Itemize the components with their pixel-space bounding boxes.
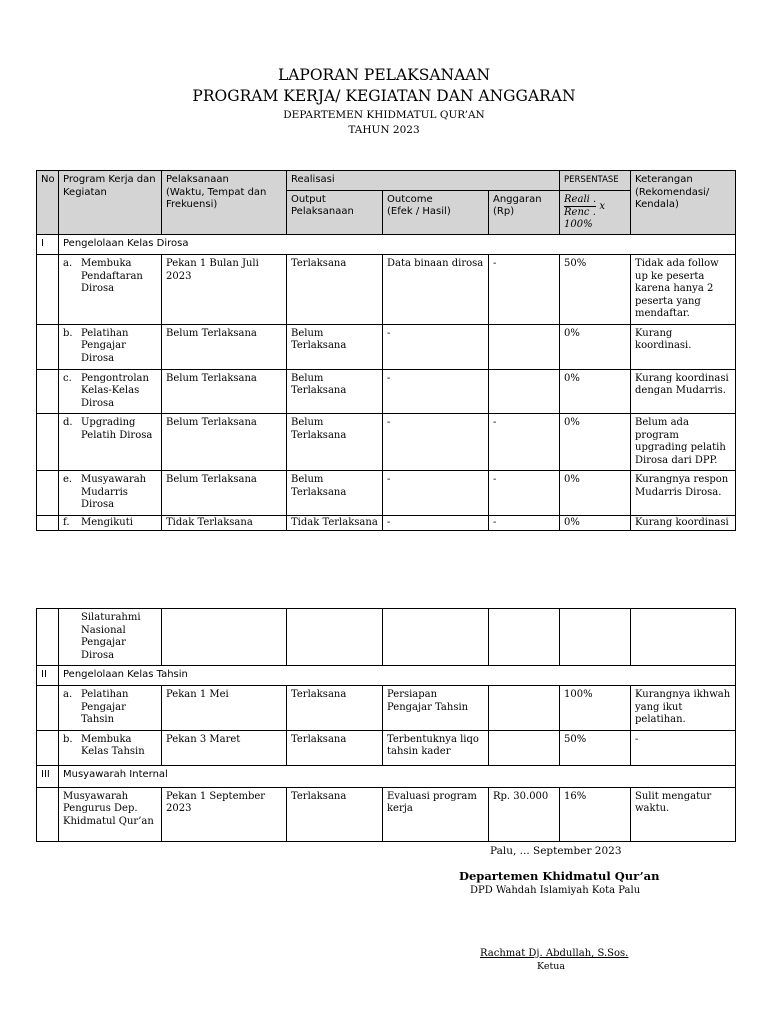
signature-department: Departemen Khidmatul Qur’an: [459, 869, 660, 883]
signature-organization: DPD Wahdah Islamiyah Kota Palu: [470, 885, 641, 896]
waktu-cell: Belum Terlaksana: [162, 414, 287, 471]
outcome-cell: -: [383, 369, 489, 414]
report-table-part-2: [36, 608, 736, 842]
keterangan-cell: Kurangnya respon Mudarris Dirosa.: [631, 471, 736, 516]
col-no-header: No: [37, 171, 59, 235]
col-outcome-header: Outcome (Efek / Hasil): [383, 190, 489, 235]
signer-name: Rachmat Dj. Abdullah, S.Sos.: [480, 948, 629, 959]
section-title: Pengelolaan Kelas Tahsin: [59, 666, 736, 686]
anggaran-cell: -: [489, 471, 560, 516]
output-cell: Belum Terlaksana: [287, 324, 383, 369]
anggaran-cell: -: [489, 414, 560, 471]
anggaran-cell: Rp. 30.000: [489, 787, 560, 841]
persen-cell: 16%: [560, 787, 631, 841]
col-keterangan-header: Keterangan (Rekomendasi/ Kendala): [631, 171, 736, 235]
waktu-cell: Belum Terlaksana: [162, 369, 287, 414]
table-row: d. Upgrading Pelatih Dirosa Belum Terlaksana Belum Terlaksana - - 0% Belum ada program upgrading pelatih Dirosa dari DPP.: [37, 414, 736, 471]
program-cell: Musyawarah Mudarris Dirosa: [81, 474, 147, 510]
program-cell: Membuka Kelas Tahsin: [81, 733, 145, 757]
waktu-cell: Belum Terlaksana: [162, 324, 287, 369]
waktu-cell: Pekan 3 Maret: [162, 730, 287, 765]
program-cell: Upgrading Pelatih Dirosa: [81, 417, 153, 441]
table-row: b. Pelatihan Pengajar Dirosa Belum Terlaksana Belum Terlaksana - 0% Kurang koordinasi.: [37, 324, 736, 369]
keterangan-cell: Kurang koordinasi.: [631, 324, 736, 369]
section-row: [37, 765, 736, 787]
department-line: DEPARTEMEN KHIDMATUL QUR’AN: [283, 109, 485, 121]
outcome-cell: Persiapan Pengajar Tahsin: [383, 686, 489, 731]
report-subtitle: PROGRAM KERJA/ KEGIATAN DAN ANGGARAN: [192, 87, 576, 105]
formula-multiplier: x 100%: [564, 200, 606, 230]
section-no: I: [37, 235, 59, 255]
signer-role: Ketua: [537, 961, 566, 972]
persen-cell: 0%: [560, 324, 631, 369]
persen-cell: 0%: [560, 414, 631, 471]
outcome-cell: -: [383, 515, 489, 530]
keterangan-cell: -: [631, 730, 736, 765]
section-title: Musyawarah Internal: [59, 765, 736, 787]
output-cell: Terlaksana: [287, 787, 383, 841]
formula-numerator: Reali .: [564, 193, 597, 205]
section-title: Pengelolaan Kelas Dirosa: [59, 235, 736, 255]
keterangan-cell: Kurang koordinasi dengan Mudarris.: [631, 369, 736, 414]
output-cell: Belum Terlaksana: [287, 369, 383, 414]
waktu-cell: Pekan 1 Bulan Juli 2023: [162, 255, 287, 325]
table-row: c. Pengontrolan Kelas-Kelas Dirosa Belum Terlaksana Belum Terlaksana - 0% Kurang koordinasi dengan Mudarris.: [37, 369, 736, 414]
persen-cell: 0%: [560, 515, 631, 530]
col-realisasi-header: Realisasi: [287, 171, 560, 191]
section-row: [37, 666, 736, 686]
keterangan-cell: Belum ada program upgrading pelatih Dirosa dari DPP.: [631, 414, 736, 471]
col-output-header: Output Pelaksanaan: [287, 190, 383, 235]
waktu-cell: Pekan 1 Mei: [162, 686, 287, 731]
persen-cell: 100%: [560, 686, 631, 731]
table-row: [37, 609, 736, 666]
col-anggaran-header: Anggaran (Rp): [489, 190, 560, 235]
waktu-cell: Pekan 1 September 2023: [162, 787, 287, 841]
waktu-cell: Belum Terlaksana: [162, 471, 287, 516]
table-row: f. Mengikuti Tidak Terlaksana Tidak Terlaksana - - 0% Kurang koordinasi: [37, 515, 736, 530]
section-no: III: [37, 765, 59, 787]
output-cell: Tidak Terlaksana: [287, 515, 383, 530]
persen-cell: 50%: [560, 255, 631, 325]
program-cell: Pelatihan Pengajar Dirosa: [81, 327, 129, 364]
anggaran-cell: [489, 730, 560, 765]
persen-cell: 0%: [560, 471, 631, 516]
table-row: a. Membuka Pendaftaran Dirosa Pekan 1 Bulan Juli 2023 Terlaksana Data binaan dirosa - 50% Tidak ada follow up ke peserta karena hanya 2 peserta yang mendaftar.: [37, 255, 736, 325]
col-persentase-header: PERSENTASE: [560, 171, 631, 191]
program-cell: Mengikuti: [81, 516, 133, 528]
place-date: Palu, ... September 2023: [490, 845, 622, 857]
col-program-header: Program Kerja dan Kegiatan: [59, 171, 162, 235]
outcome-cell: Evaluasi program kerja: [383, 787, 489, 841]
outcome-cell: -: [383, 414, 489, 471]
keterangan-cell: Tidak ada follow up ke peserta karena hanya 2 peserta yang mendaftar.: [631, 255, 736, 325]
program-cell: Pelatihan Pengajar Tahsin: [81, 689, 129, 725]
keterangan-cell: Kurangnya ikhwah yang ikut pelatihan.: [631, 686, 736, 731]
output-cell: Belum Terlaksana: [287, 471, 383, 516]
formula-denominator: Renc .: [564, 206, 596, 218]
anggaran-cell: -: [489, 515, 560, 530]
table-row: e. Musyawarah Mudarris Dirosa Belum Terlaksana Belum Terlaksana - - 0% Kurangnya respon Mudarris Dirosa.: [37, 471, 736, 516]
anggaran-cell: -: [489, 255, 560, 325]
program-cell: Pengontrolan Kelas-Kelas Dirosa: [81, 372, 149, 409]
keterangan-cell: Sulit mengatur waktu.: [631, 787, 736, 841]
outcome-cell: -: [383, 324, 489, 369]
table-row: [37, 787, 736, 841]
output-cell: Terlaksana: [287, 686, 383, 731]
table-row: b. Membuka Kelas Tahsin Pekan 3 Maret Terlaksana Terbentuknya liqo tahsin kader 50% -: [37, 730, 736, 765]
outcome-cell: Data binaan dirosa: [383, 255, 489, 325]
anggaran-cell: [489, 324, 560, 369]
report-table-part-1: [36, 170, 736, 531]
output-cell: Terlaksana: [287, 730, 383, 765]
year-line: TAHUN 2023: [348, 124, 420, 136]
program-cell-continued: Silaturahmi Nasional Pengajar Dirosa: [81, 612, 141, 661]
table-row: a. Pelatihan Pengajar Tahsin Pekan 1 Mei Terlaksana Persiapan Pengajar Tahsin 100% Kurangnya ikhwah yang ikut pelatihan.: [37, 686, 736, 731]
waktu-cell: Tidak Terlaksana: [162, 515, 287, 530]
report-title: LAPORAN PELAKSANAAN: [277, 66, 491, 84]
col-pelaksanaan-header: Pelaksanaan (Waktu, Tempat dan Frekuensi): [162, 171, 287, 235]
output-cell: Terlaksana: [287, 255, 383, 325]
section-row: [37, 235, 736, 255]
persen-cell: 50%: [560, 730, 631, 765]
outcome-cell: Terbentuknya liqo tahsin kader: [383, 730, 489, 765]
anggaran-cell: [489, 369, 560, 414]
output-cell: Belum Terlaksana: [287, 414, 383, 471]
keterangan-cell: Kurang koordinasi: [631, 515, 736, 530]
persentase-formula: [560, 190, 631, 235]
section-no: II: [37, 666, 59, 686]
program-cell: Musyawarah Pengurus Dep. Khidmatul Qur’an: [59, 787, 162, 841]
program-cell: Membuka Pendaftaran Dirosa: [81, 258, 143, 294]
anggaran-cell: [489, 686, 560, 731]
persen-cell: 0%: [560, 369, 631, 414]
outcome-cell: -: [383, 471, 489, 516]
